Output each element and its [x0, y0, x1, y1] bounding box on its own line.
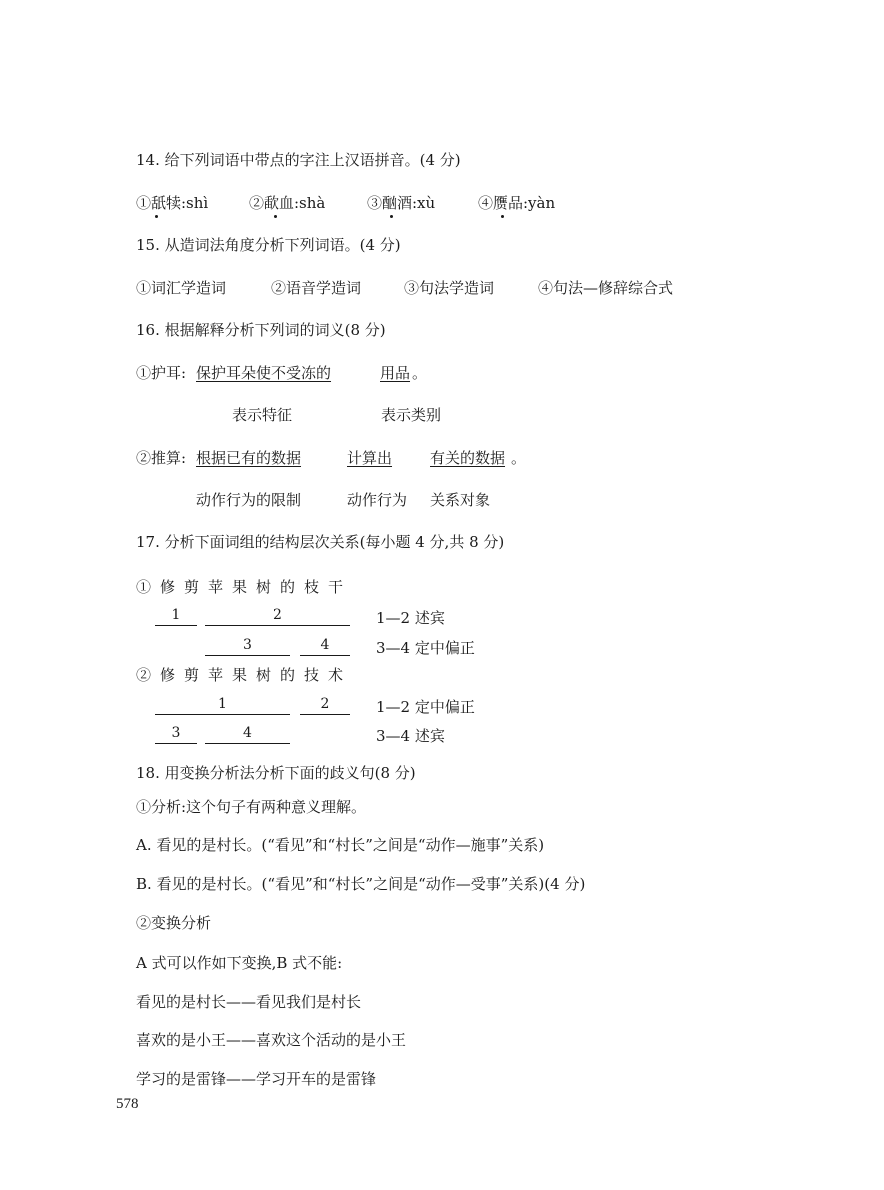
q14-title: 14. 给下列词语中带点的字注上汉语拼音。(4 分)	[136, 151, 461, 169]
q17-p2-line3	[155, 743, 197, 744]
q17-p2-num1: 1	[218, 696, 227, 712]
q17-phrase-2: ②修剪苹果树的技术	[136, 666, 353, 684]
q17-p2-line1	[155, 714, 290, 715]
q14-item-1: ①舐犊:shì	[136, 194, 209, 212]
q18-line2: ②变换分析	[136, 914, 212, 932]
q17-p1-line2	[205, 625, 350, 626]
q16b-label3: 关系对象	[430, 491, 491, 509]
emphasis-dot	[501, 215, 504, 218]
q16a-prefix: ①护耳:	[136, 364, 187, 382]
q17-p2-num3: 3	[171, 725, 181, 741]
q17-p1-relation2: 3—4 定中偏正	[376, 639, 475, 657]
emphasis-dot	[155, 215, 158, 218]
q17-phrase-1: ①修剪苹果树的枝干	[136, 578, 353, 596]
q16a-label2: 表示类别	[381, 406, 442, 424]
q17-p2-line4	[205, 743, 290, 744]
q18-line3: A 式可以作如下变换,B 式不能:	[136, 954, 343, 972]
q16a-label1: 表示特征	[232, 406, 293, 424]
q17-p2-relation2: 3—4 述宾	[376, 727, 445, 745]
q16b-part1: 根据已有的数据	[196, 449, 302, 467]
q18-line-b: B. 看见的是村长。(“看见”和“村长”之间是“动作—受事”关系)(4 分)	[136, 875, 586, 893]
q17-p2-num2: 2	[320, 696, 330, 712]
q17-p1-num3: 3	[243, 637, 252, 653]
q17-p1-relation1: 1—2 述宾	[376, 609, 445, 627]
q17-p1-line4	[300, 655, 350, 656]
q15-item-1: ①词汇学造词	[136, 279, 227, 297]
q18-example-1: 看见的是村长——看见我们是村长	[136, 993, 362, 1011]
q14-item-4: ④赝品:yàn	[478, 194, 556, 212]
q16a-part1: 保护耳朵使不受冻的	[196, 364, 332, 382]
q17-p2-line2	[300, 714, 350, 715]
emphasis-dot	[274, 215, 277, 218]
q15-title: 15. 从造词法角度分析下列词语。(4 分)	[136, 236, 401, 254]
q16b-part2: 计算出	[347, 449, 393, 467]
q17-p1-num2: 2	[273, 607, 282, 623]
q14-item-3: ③酗酒:xù	[367, 194, 436, 212]
q16-title: 16. 根据解释分析下列词的词义(8 分)	[136, 321, 386, 339]
q18-example-2: 喜欢的是小王——喜欢这个活动的是小王	[136, 1031, 407, 1049]
q17-p1-line1	[155, 625, 197, 626]
q16b-label2: 动作行为	[347, 491, 408, 509]
q17-p1-num4: 4	[320, 637, 330, 653]
q18-line1: ①分析:这个句子有两种意义理解。	[136, 798, 367, 816]
emphasis-dot	[390, 215, 393, 218]
q17-title: 17. 分析下面词组的结构层次关系(每小题 4 分,共 8 分)	[136, 533, 505, 551]
q16b-prefix: ②推算:	[136, 449, 187, 467]
q18-title: 18. 用变换分析法分析下面的歧义句(8 分)	[136, 764, 416, 782]
q16b-end: 。	[511, 449, 527, 467]
q16a-end: 。	[412, 364, 428, 382]
q16a-part2: 用品	[380, 364, 411, 382]
q17-p1-line3	[205, 655, 290, 656]
q17-p2-relation1: 1—2 定中偏正	[376, 698, 475, 716]
q14-item-2: ②歃血:shà	[249, 194, 326, 212]
q18-line-a: A. 看见的是村长。(“看见”和“村长”之间是“动作—施事”关系)	[136, 836, 545, 854]
q15-item-4: ④句法—修辞综合式	[538, 279, 674, 297]
page-number: 578	[116, 1096, 139, 1112]
q17-p1-num1: 1	[171, 607, 181, 623]
q17-p2-num4: 4	[243, 725, 252, 741]
q15-item-2: ②语音学造词	[271, 279, 362, 297]
q15-item-3: ③句法学造词	[404, 279, 495, 297]
q16b-part3: 有关的数据	[430, 449, 506, 467]
q18-example-3: 学习的是雷锋——学习开车的是雷锋	[136, 1070, 377, 1088]
q16b-label1: 动作行为的限制	[196, 491, 302, 509]
